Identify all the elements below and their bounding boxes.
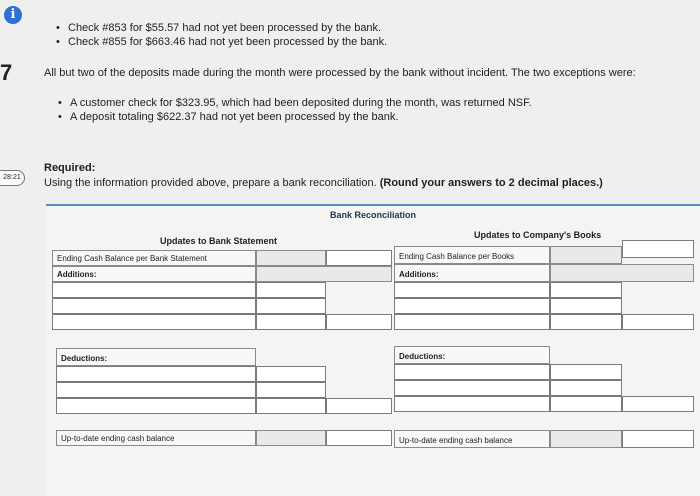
right-deductions-label: Deductions: xyxy=(394,346,550,364)
right-up-to-date-amount[interactable] xyxy=(622,430,694,448)
right-deductions-total[interactable] xyxy=(622,396,694,412)
info-icon[interactable]: i xyxy=(4,6,22,24)
left-addition-desc-2[interactable] xyxy=(52,298,256,314)
outstanding-checks-list xyxy=(56,21,387,49)
left-up-to-date-spacer xyxy=(256,430,326,446)
timer-badge: 28:21 xyxy=(0,170,25,186)
right-deduction-desc-2[interactable] xyxy=(394,380,550,396)
list-item: • A customer check for $323.95, which had been deposited during the month, was returned NSF. xyxy=(58,96,532,110)
right-addition-desc-3[interactable] xyxy=(394,314,550,330)
left-ending-label: Ending Cash Balance per Bank Statement xyxy=(52,250,256,266)
deposit-exceptions-list xyxy=(58,96,532,124)
list-item: • Check #855 for $663.46 had not yet been processed by the bank. xyxy=(56,35,387,49)
left-additions-total[interactable] xyxy=(326,314,392,330)
instruction-main: Using the information provided above, prepare a bank reconciliation. xyxy=(44,177,377,189)
left-deduction-desc-1[interactable] xyxy=(56,366,256,382)
right-addition-amount-2[interactable] xyxy=(550,298,622,314)
right-ending-spacer xyxy=(550,246,622,264)
instruction-text xyxy=(44,176,694,190)
right-deduction-desc-1[interactable] xyxy=(394,364,550,380)
list-item: • A deposit totaling $622.37 had not yet been processed by the bank. xyxy=(58,110,532,124)
left-addition-amount-3[interactable] xyxy=(256,314,326,330)
right-deduction-amount-2[interactable] xyxy=(550,380,622,396)
left-deduction-amount-3[interactable] xyxy=(256,398,326,414)
left-deduction-amount-1[interactable] xyxy=(256,366,326,382)
right-addition-amount-1[interactable] xyxy=(550,282,622,298)
left-deduction-desc-3[interactable] xyxy=(56,398,256,414)
right-ending-amount[interactable] xyxy=(622,240,694,258)
right-additions-label: Additions: xyxy=(394,264,550,282)
left-addition-desc-1[interactable] xyxy=(52,282,256,298)
panel-title: Bank Reconciliation xyxy=(329,210,417,220)
instruction-rounding: (Round your answers to 2 decimal places.) xyxy=(379,177,603,189)
right-deduction-amount-1[interactable] xyxy=(550,364,622,380)
left-ending-spacer xyxy=(256,250,326,266)
right-header: Updates to Company's Books xyxy=(474,230,602,240)
left-deduction-desc-2[interactable] xyxy=(56,382,256,398)
left-addition-amount-2[interactable] xyxy=(256,298,326,314)
right-addition-desc-2[interactable] xyxy=(394,298,550,314)
left-up-to-date-label: Up-to-date ending cash balance xyxy=(56,430,256,446)
right-deduction-desc-3[interactable] xyxy=(394,396,550,412)
left-addition-desc-3[interactable] xyxy=(52,314,256,330)
left-addition-amount-1[interactable] xyxy=(256,282,326,298)
right-addition-amount-3[interactable] xyxy=(550,314,622,330)
deposit-intro-text: All but two of the deposits made during the month were processed by the bank without incident. The two exceptions were: xyxy=(44,67,636,79)
left-ending-amount[interactable] xyxy=(326,250,392,266)
right-additions-total[interactable] xyxy=(622,314,694,330)
right-up-to-date-label: Up-to-date ending cash balance xyxy=(394,430,550,448)
left-deductions-total[interactable] xyxy=(326,398,392,414)
bank-reconciliation-panel xyxy=(46,204,700,496)
list-item: • Check #853 for $55.57 had not yet been processed by the bank. xyxy=(56,21,387,35)
right-up-to-date-spacer xyxy=(550,430,622,448)
left-deductions-label: Deductions: xyxy=(56,348,256,366)
right-deduction-amount-3[interactable] xyxy=(550,396,622,412)
question-number-fragment: 7 xyxy=(0,60,13,85)
right-ending-label: Ending Cash Balance per Books xyxy=(394,246,550,264)
left-additions-label: Additions: xyxy=(52,266,256,282)
left-up-to-date-amount[interactable] xyxy=(326,430,392,446)
right-addition-desc-1[interactable] xyxy=(394,282,550,298)
required-label: Required: xyxy=(44,162,96,174)
right-additions-spacer xyxy=(550,264,694,282)
left-additions-spacer xyxy=(256,266,392,282)
left-deduction-amount-2[interactable] xyxy=(256,382,326,398)
left-header: Updates to Bank Statement xyxy=(160,236,278,246)
